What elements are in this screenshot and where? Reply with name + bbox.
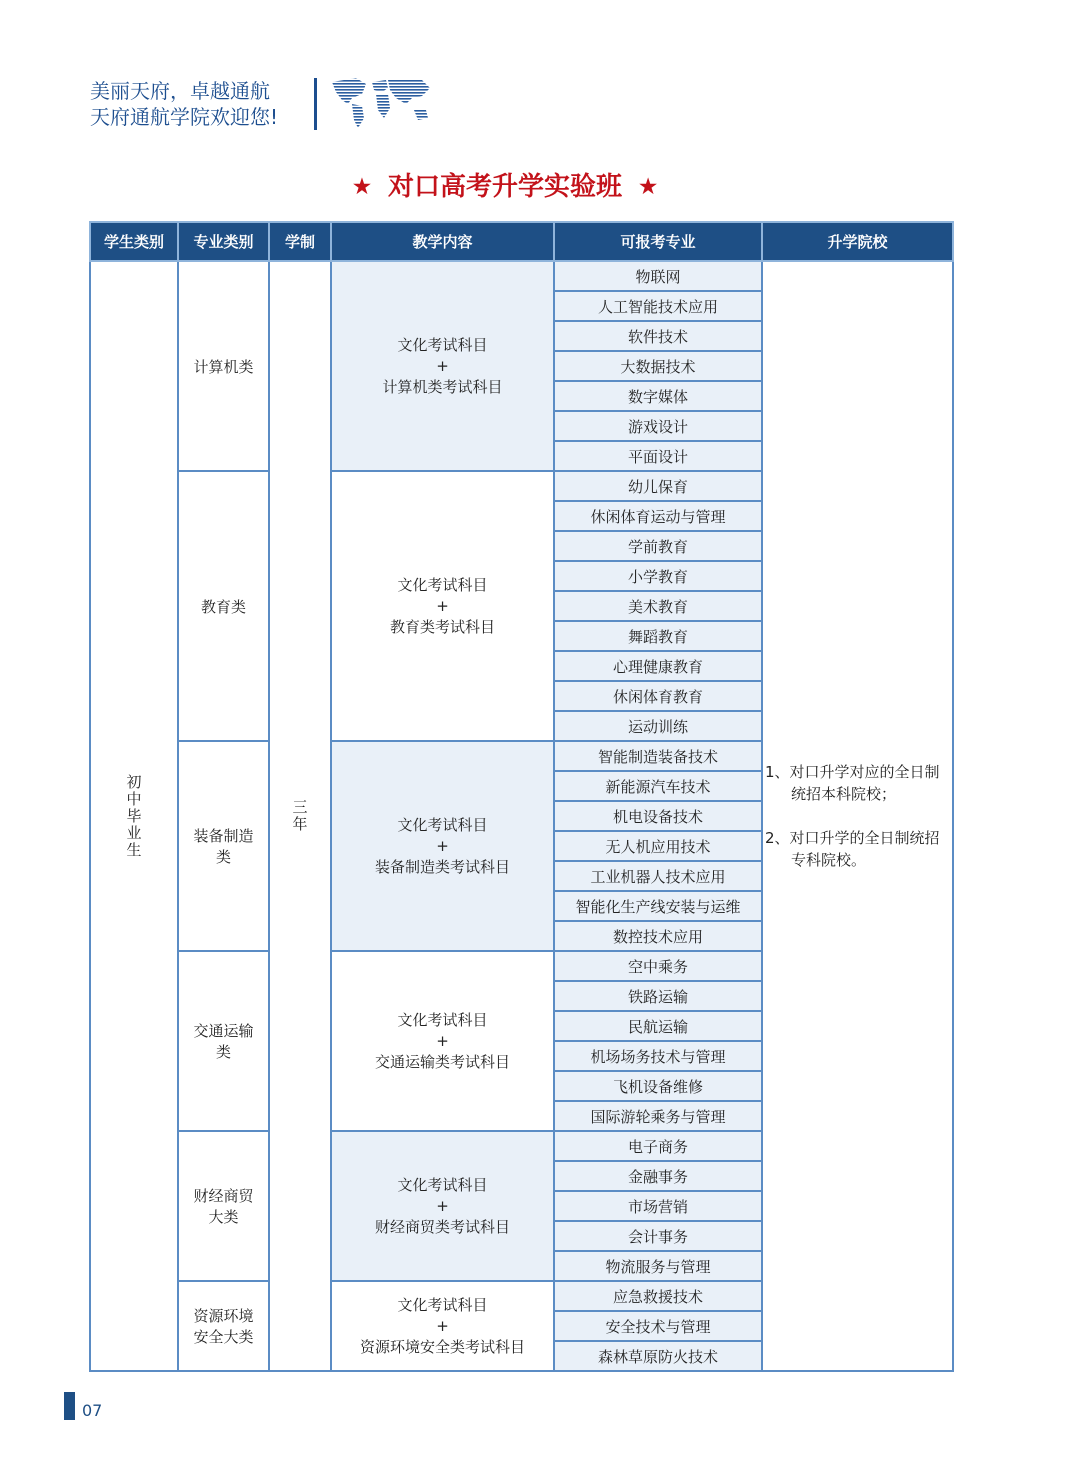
major-cell: 铁路运输 [554,981,762,1011]
teaching-content-line: 文化考试科目 [397,1295,488,1314]
page-number: 07 [82,1401,103,1420]
major-cell: 新能源汽车技术 [554,771,762,801]
major-cell: 软件技术 [554,321,762,351]
major-cell: 空中乘务 [554,951,762,981]
major-cell: 物流服务与管理 [554,1251,762,1281]
major-cell: 舞蹈教育 [554,621,762,651]
table-row [90,261,953,291]
teaching-content-line: 交通运输类考试科目 [374,1052,510,1071]
teaching-content-line: 教育类考试科目 [389,617,495,636]
page-number-bar [64,1392,75,1420]
teaching-content-line: + [436,1031,449,1050]
page-title-text: 对口高考升学实验班 [387,172,622,202]
major-cell: 金融事务 [554,1161,762,1191]
major-cell: 数字媒体 [554,381,762,411]
column-header: 升学院校 [762,222,953,261]
school-item-2: 2、对口升学的全日制统招专科院校。 [765,829,940,869]
major-cell: 数控技术应用 [554,921,762,951]
slogan-line-1: 美丽天府，卓越通航 [90,79,270,103]
major-cell: 无人机应用技术 [554,831,762,861]
page-title [0,166,1010,203]
column-header: 学生类别 [90,222,178,261]
teaching-content-line: + [436,1316,449,1335]
major-cell: 物联网 [554,261,762,291]
category-cell: 交通运输类 [178,951,269,1131]
teaching-content-cell [331,261,554,471]
category-cell: 资源环境安全大类 [178,1281,269,1371]
category-cell: 教育类 [178,471,269,741]
category-cell: 财经商贸大类 [178,1131,269,1281]
teaching-content-line: 文化考试科目 [397,335,488,354]
category-cell: 计算机类 [178,261,269,471]
major-cell: 休闲体育教育 [554,681,762,711]
teaching-content-cell [331,1131,554,1281]
column-header: 可报考专业 [554,222,762,261]
major-cell: 民航运输 [554,1011,762,1041]
teaching-content-line: + [436,356,449,375]
table-body [90,261,953,1371]
major-cell: 平面设计 [554,441,762,471]
major-cell: 国际游轮乘务与管理 [554,1101,762,1131]
teaching-content-cell [331,951,554,1131]
schools-cell [762,261,953,1371]
major-cell: 幼儿保育 [554,471,762,501]
spacer [791,805,942,827]
teaching-content-line: 文化考试科目 [397,1010,488,1029]
teaching-content-line: + [436,596,449,615]
teaching-content-cell [331,1281,554,1371]
student-type-cell: 初中毕业生 [90,261,178,1371]
star-icon: ★ [639,174,657,198]
major-cell: 运动训练 [554,711,762,741]
major-cell: 学前教育 [554,531,762,561]
school-item-1: 1、对口升学对应的全日制统招本科院校； [765,763,940,803]
major-cell: 会计事务 [554,1221,762,1251]
slogan [90,78,278,130]
teaching-content-line: 财经商贸类考试科目 [374,1217,510,1236]
major-cell: 机场场务技术与管理 [554,1041,762,1071]
column-header: 专业类别 [178,222,269,261]
major-cell: 森林草原防火技术 [554,1341,762,1371]
major-cell: 游戏设计 [554,411,762,441]
duration-cell: 三年 [269,261,331,1371]
teaching-content-line: 计算机类考试科目 [382,377,503,396]
major-cell: 机电设备技术 [554,801,762,831]
teaching-content-line: + [436,1196,449,1215]
major-cell: 安全技术与管理 [554,1311,762,1341]
column-header: 教学内容 [331,222,554,261]
teaching-content-cell [331,741,554,951]
major-cell: 大数据技术 [554,351,762,381]
star-icon: ★ [352,174,371,198]
major-cell: 飞机设备维修 [554,1071,762,1101]
major-cell: 心理健康教育 [554,651,762,681]
major-cell: 市场营销 [554,1191,762,1221]
table-header-row [90,222,953,261]
teaching-content-line: 装备制造类考试科目 [374,857,510,876]
header-divider [314,78,317,130]
category-cell: 装备制造类 [178,741,269,951]
major-cell: 休闲体育运动与管理 [554,501,762,531]
program-table [89,221,954,1372]
major-cell: 智能化生产线安装与运维 [554,891,762,921]
major-cell: 人工智能技术应用 [554,291,762,321]
teaching-content-cell [331,471,554,741]
teaching-content-line: + [436,836,449,855]
teaching-content-line: 文化考试科目 [397,1175,488,1194]
column-header: 学制 [269,222,331,261]
major-cell: 智能制造装备技术 [554,741,762,771]
major-cell: 美术教育 [554,591,762,621]
teaching-content-line: 文化考试科目 [397,815,488,834]
major-cell: 小学教育 [554,561,762,591]
major-cell: 电子商务 [554,1131,762,1161]
teaching-content-line: 文化考试科目 [397,575,488,594]
teaching-content-line: 资源环境安全类考试科目 [359,1337,525,1356]
major-cell: 应急救援技术 [554,1281,762,1311]
slogan-line-2: 天府通航学院欢迎您! [90,105,279,129]
world-map-icon [326,74,436,132]
major-cell: 工业机器人技术应用 [554,861,762,891]
